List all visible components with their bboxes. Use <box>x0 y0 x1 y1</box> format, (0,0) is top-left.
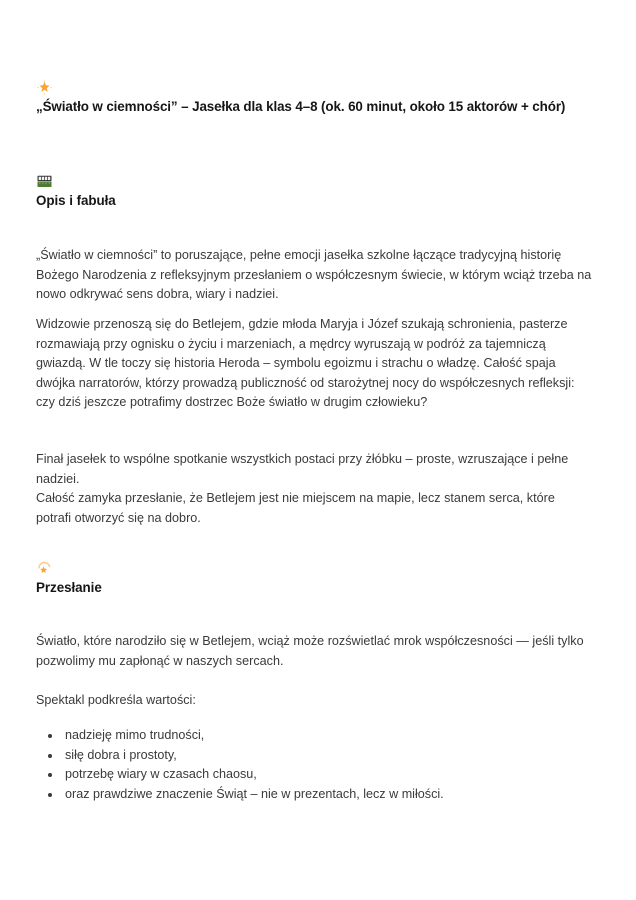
section-heading-przeslanie: Przesłanie <box>36 580 102 595</box>
dizzy-star-icon <box>36 559 53 576</box>
paragraph-wartosci-lead: Spektakl podkreśla wartości: <box>36 693 196 707</box>
page-title: „Światło w ciemności” – Jasełka dla klas 4–8 (ok. 60 minut, około 15 aktorów + chór) <box>36 99 566 114</box>
list-item: • siłę dobra i prostoty, <box>62 746 602 766</box>
section-heading-opis-i-fabula: Opis i fabuła <box>36 193 116 208</box>
paragraph-opis-fabula: Widzowie przenoszą się do Betlejem, gdzie młoda Maryja i Józef szukają schronienia, pasterze rozmawiają przy ognisku o życiu i marzeniach, a mędrcy wyruszają w podróż za tajemniczą gwiazdą. W tle toczy się historia Heroda – symbolu egoizmu i strachu o władzę. Całość spaja dwójka narratorów, którzy prowadzą publiczność od starożytnej nocy do współczesnych refleksji: czy dziś jeszcze potrafimy dostrzec Boże światło w drugim człowieku? <box>36 317 575 410</box>
values-list <box>36 726 602 804</box>
paragraph-opis-intro: „Światło w ciemności” to poruszające, pełne emocji jasełka szkolne łączące tradycyjną historię Bożego Narodzenia z refleksyjnym przesłaniem o współczesnym świecie, w którym wciąż trzeba na nowo odkrywać sens dobra, wiary i nadziei. <box>36 248 592 302</box>
paragraph-opis-final: Finał jasełek to wspólne spotkanie wszystkich postaci przy żłóbku – proste, wzruszające i pełne nadziei. Całość zamyka przesłanie, że Betlejem jest nie miejscem na mapie, lecz stanem serca, które potrafi otworzyć się na dobro. <box>36 452 569 525</box>
paragraph-przeslanie-intro: Światło, które narodziło się w Betlejem, wciąż może rozświetlać mrok współczesności — jeśli tylko pozwolimy mu zapłonąć w naszych sercach. <box>36 634 584 668</box>
film-frames-icon <box>36 173 53 190</box>
list-item: • oraz prawdziwe znaczenie Świąt – nie w prezentach, lecz w miłości. <box>62 785 602 805</box>
glowing-star-icon <box>36 79 53 96</box>
list-item: • potrzebę wiary w czasach chaosu, <box>62 765 602 785</box>
list-item: • nadzieję mimo trudności, <box>62 726 602 746</box>
